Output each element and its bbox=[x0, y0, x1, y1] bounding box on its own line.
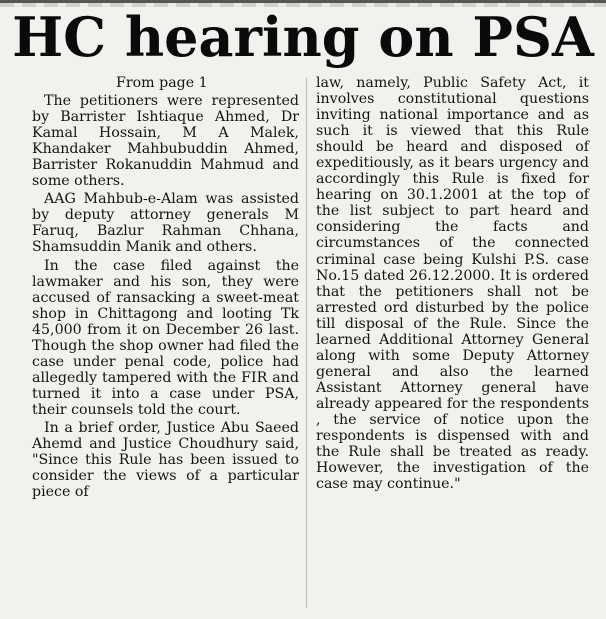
article-column-left bbox=[32, 75, 299, 502]
paragraph: law, namely, Public Safety Act, it involves constitutional questions inviting national importance and as such it is viewed that this Rule should be heard and disposed of expeditiously, as it bears urgency and accordingly this Rule is fixed for hearing on 30.1.2001 at the top of the list subject to part heard and considering the facts and circumstances of the connected criminal case being Kulshi P.S. case No.15 dated 26.12.2000. It is ordered that the petitioners shall not be arrested ord disturbed by the police till disposal of the Rule. Since the learned Additional Attorney General along with some Deputy Attorney general and also the learned Assistant Attorney general have already appeared for the respondents , the service of notice upon the respondents is dispensed with and the Rule shall be treated as ready. However, the investigation of the case may continue." bbox=[316, 75, 589, 493]
paragraph: The petitioners were represented by Barrister Ishtiaque Ahmed, Dr Kamal Hossain, M A Malek, Khandaker Mahbubuddin Ahmed, Barrister Rokanuddin Mahmud and some others. bbox=[32, 93, 299, 190]
headline: HC hearing on PSA bbox=[12, 5, 594, 69]
paragraph: In a brief order, Justice Abu Saeed Ahemd and Justice Choudhury said, "Since this Rule has been issued to consider the views of a particular piece of bbox=[32, 419, 299, 501]
column-divider bbox=[306, 78, 307, 608]
article-column-right bbox=[316, 75, 589, 494]
paragraph: In the case filed against the lawmaker and his son, they were accused of ransacking a sweet-meat shop in Chittagong and looting Tk 45,000 from it on December 26 last. Though the shop owner had filed the case under penal code, police had allegedly tampered with the FIR and turned it into a case under PSA, their counsels told the court. bbox=[32, 257, 299, 418]
jump-label: From page 1 bbox=[116, 75, 208, 91]
paragraph: AAG Mahbub-e-Alam was assisted by deputy attorney generals M Faruq, Bazlur Rahman Chhana, Shamsuddin Manik and others. bbox=[32, 191, 299, 256]
